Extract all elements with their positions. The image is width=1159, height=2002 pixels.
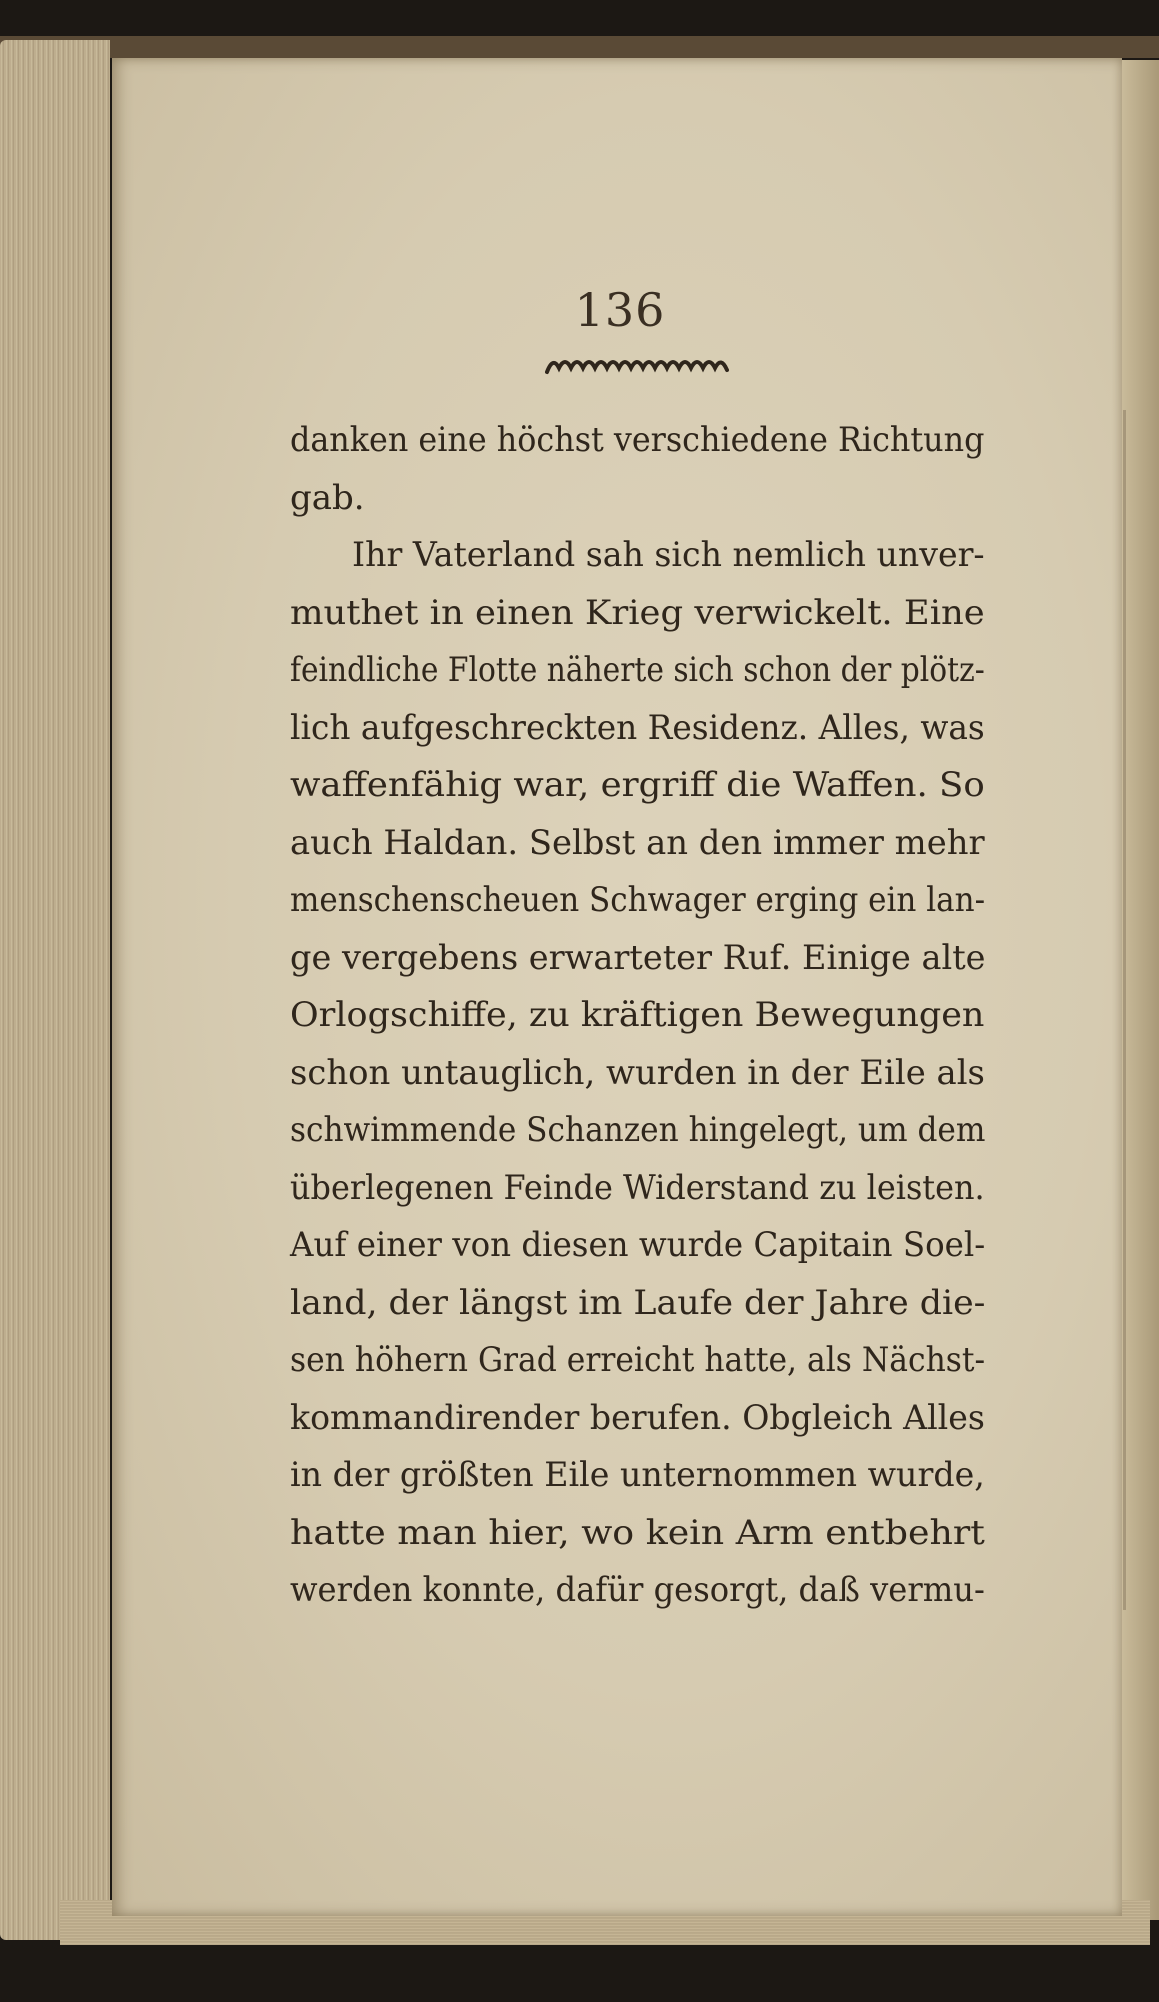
book-binding xyxy=(0,36,1159,58)
text-line: land, der längst im Laufe der Jahre die- xyxy=(290,1282,986,1323)
text-line: waffenfähig war, ergriff die Waffen. So xyxy=(290,765,985,805)
text-line: überlegenen Feinde Widerstand zu leisten. xyxy=(290,1167,985,1208)
text-line: Orlogschiffe, zu kräftigen Bewegungen xyxy=(290,995,985,1035)
text-line: feindliche Flotte näherte sich schon der plötz- xyxy=(290,650,985,690)
text-line: ge vergebens erwarteter Ruf. Einige alte xyxy=(290,937,986,978)
text-line: gab. xyxy=(290,477,365,518)
text-line: menschenscheuen Schwager erging ein lan- xyxy=(290,880,986,920)
text-line: muthet in einen Krieg verwickelt. Eine xyxy=(290,592,985,633)
text-line: hatte man hier, wo kein Arm entbehrt xyxy=(290,1512,985,1553)
text-line: werden konnte, dafür gesorgt, daß vermu- xyxy=(290,1570,985,1610)
text-line: danken eine höchst verschiedene Richtung xyxy=(290,420,985,460)
text-line: Auf einer von diesen wurde Capitain Soel- xyxy=(290,1225,986,1265)
text-line: schon untauglich, wurden in der Eile als xyxy=(290,1052,985,1093)
text-line: kommandirender berufen. Obgleich Alles xyxy=(290,1397,985,1438)
book-page-edges-left xyxy=(0,40,110,1940)
text-line: auch Haldan. Selbst an den immer mehr xyxy=(290,822,985,863)
text-line: sen höhern Grad erreicht hatte, als Nächst- xyxy=(290,1340,986,1380)
text-line: lich aufgeschreckten Residenz. Alles, was xyxy=(290,707,985,748)
text-line: in der größten Eile unternommen wurde, xyxy=(290,1455,985,1495)
text-line: Ihr Vaterland sah sich nemlich unver- xyxy=(352,535,985,575)
wavy-rule-ornament xyxy=(545,354,730,376)
text-line: schwimmende Schanzen hingelegt, um dem xyxy=(290,1110,986,1150)
page-number: 136 xyxy=(574,283,666,337)
page-gutter-shadow xyxy=(1123,410,1126,1610)
